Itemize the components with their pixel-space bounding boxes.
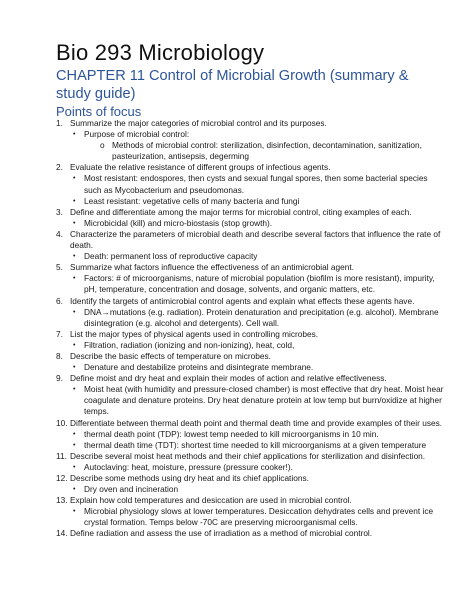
item-number: 14. — [56, 528, 68, 539]
item-text: Summarize the major categories of microbial control and its purposes. — [70, 118, 327, 128]
bullet-icon: • — [73, 197, 76, 205]
item-text: Most resistant: endospores, then cysts and sexual fungal spores, then some bacterial species such as Mycobacterium and pseudomonas. — [84, 173, 428, 195]
item-text: Autoclaving: heat, moisture, pressure (pressure cooker!). — [84, 461, 293, 472]
numbered-item — [56, 296, 444, 307]
item-number: 4. — [56, 228, 63, 239]
page-title: Bio 293 Microbiology — [56, 40, 265, 65]
bullet-item — [56, 196, 444, 207]
bullet-item — [56, 384, 444, 417]
item-number: 2. — [56, 162, 63, 173]
numbered-item — [56, 229, 444, 251]
bullet-icon: • — [73, 308, 76, 316]
item-text: Filtration, radiation (ionizing and non-ionizing), heat, cold, — [84, 339, 295, 350]
item-number: 12. — [56, 473, 68, 483]
bullet-item — [56, 340, 444, 351]
bullet-item — [56, 251, 444, 262]
bullet-icon: • — [73, 430, 76, 438]
sub-bullet-item — [56, 140, 444, 162]
item-text: Describe some methods using dry heat and its chief applications. — [70, 473, 309, 483]
bullet-icon: • — [73, 341, 76, 349]
numbered-item — [56, 373, 444, 384]
bullet-item — [56, 462, 444, 473]
bullet-icon: • — [73, 386, 76, 394]
bullet-icon: • — [73, 253, 76, 261]
item-text: Differentiate between thermal death point and thermal death time and provide examples of their uses. — [70, 417, 443, 428]
section-heading: Points of focus — [56, 104, 142, 119]
item-text: Death: permanent loss of reproductive capacity — [84, 251, 258, 262]
item-number: 5. — [56, 262, 63, 273]
bullet-icon: • — [73, 508, 76, 516]
item-text: Methods of microbial control: sterilization, disinfection, decontamination, sanitization, pasteurization, antisepsis, degerming — [112, 140, 422, 162]
item-number: 3. — [56, 206, 63, 217]
bullet-icon: • — [73, 486, 76, 494]
bullet-icon: • — [73, 364, 76, 372]
item-text: Define radiation and assess the use of irradiation as a method of microbial control. — [70, 528, 373, 539]
item-number: 6. — [56, 295, 63, 306]
numbered-item — [56, 329, 444, 340]
bullet-item — [56, 362, 444, 373]
item-number: 1. — [56, 118, 63, 128]
item-text: Characterize the parameters of microbial death and describe several factors that influence the rate of death. — [70, 228, 441, 251]
item-text: Microbicidal (kill) and micro-biostasis (stop growth). — [84, 217, 273, 228]
bullet-icon: • — [73, 219, 76, 227]
numbered-item — [56, 473, 444, 484]
bullet-item — [56, 506, 444, 528]
item-text: Describe the basic effects of temperature on microbes. — [70, 350, 271, 361]
item-text: Explain how cold temperatures and desiccation are used in microbial control. — [70, 495, 352, 506]
item-text: Evaluate the relative resistance of different groups of infectious agents. — [70, 162, 331, 173]
item-number: 7. — [56, 328, 63, 339]
item-text: Factors: # of microorganisms, nature of microbial population (biofilm is more resistant), impurity, pH, temperature, concentration and dosage, solvents, and organic matters, etc. — [84, 273, 435, 295]
chapter-heading: CHAPTER 11 Control of Microbial Growth (summary & study guide) — [56, 68, 409, 102]
numbered-item — [56, 351, 444, 362]
item-text: Dry oven and incineration — [84, 484, 179, 495]
numbered-item — [56, 528, 444, 539]
bullet-item — [56, 173, 444, 195]
bullet-item — [56, 484, 444, 495]
item-text: List the major types of physical agents used in controlling microbes. — [70, 328, 319, 339]
points-of-focus-list — [56, 118, 444, 540]
item-text: thermal death point (TDP): lowest temp needed to kill microorganisms in 10 min. — [84, 428, 379, 439]
numbered-item — [56, 451, 444, 462]
bullet-icon: • — [73, 463, 76, 471]
item-number: 11. — [56, 450, 67, 461]
bullet-item — [56, 429, 444, 440]
item-text: Least resistant: vegetative cells of many bacteria and fungi — [84, 195, 300, 206]
bullet-item — [56, 307, 444, 329]
sub-bullet-icon: o — [100, 140, 105, 151]
item-number: 8. — [56, 350, 63, 361]
item-text: Moist heat (with humidity and pressure-closed chamber) is most effective that dry heat. Moist hear coagulate and denature proteins. Dry heat denature protein at low temp but burn/oxidize at higher temps. — [84, 384, 444, 417]
bullet-item — [56, 129, 444, 140]
item-text: Describe several moist heat methods and their chief applications for sterilization and disinfection. — [70, 450, 426, 461]
numbered-item — [56, 495, 444, 506]
numbered-item — [56, 262, 444, 273]
bullet-icon: • — [73, 441, 76, 449]
numbered-item — [56, 207, 444, 218]
item-text: Summarize what factors influence the effectiveness of an antimicrobial agent. — [70, 262, 354, 273]
item-text: Identify the targets of antimicrobial control agents and explain what effects these agents have. — [70, 295, 415, 306]
item-number: 13. — [56, 495, 68, 506]
item-number: 10. — [56, 417, 68, 428]
item-text: Define moist and dry heat and explain their modes of action and relative effectiveness. — [70, 373, 387, 384]
item-text: Purpose of microbial control: — [84, 129, 190, 140]
item-text: Microbial physiology slows at lower temperatures. Desiccation dehydrates cells and prevent ice crystal formation. Temps below -70C are preserving microorganismal cells. — [84, 506, 434, 528]
item-number: 9. — [56, 373, 63, 384]
bullet-item — [56, 273, 444, 295]
numbered-item — [56, 162, 444, 173]
bullet-icon: • — [73, 275, 76, 283]
bullet-item — [56, 440, 444, 451]
item-text: thermal death time (TDT): shortest time needed to kill microorganisms at a given temperature — [84, 439, 427, 450]
numbered-item — [56, 418, 444, 429]
bullet-icon: • — [73, 175, 76, 183]
item-text: Denature and destabilize proteins and disintegrate membrane. — [84, 362, 314, 373]
bullet-item — [56, 218, 444, 229]
item-text: DNA→mutations (e.g. radiation). Protein denaturation and precipitation (e.g. alcohol). Membrane disintegration (e.g. alcohol and detergents). Cell wall. — [84, 306, 439, 328]
numbered-item — [56, 118, 444, 129]
bullet-icon: • — [73, 131, 76, 139]
item-text: Define and differentiate among the major terms for microbial control, citing examples of each. — [70, 206, 412, 217]
